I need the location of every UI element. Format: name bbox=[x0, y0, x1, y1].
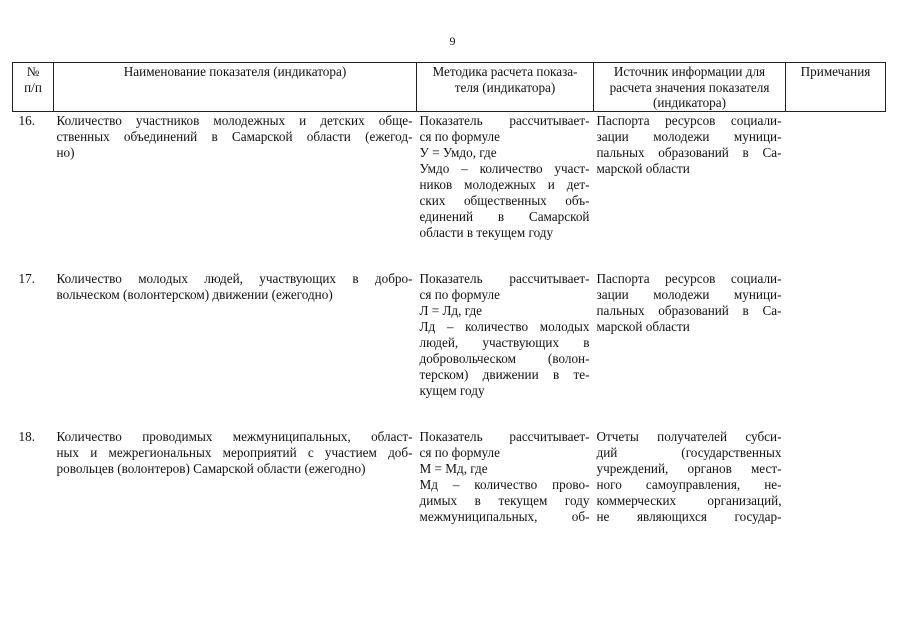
text-line: марской области bbox=[596, 318, 690, 334]
text-line: Умдо – количество участ- bbox=[419, 160, 590, 176]
row-notes bbox=[786, 271, 886, 429]
text-line: кущем году bbox=[419, 382, 485, 398]
row-name bbox=[54, 111, 417, 271]
text-line: учреждений, органов мест- bbox=[596, 460, 782, 476]
header-source bbox=[594, 63, 786, 112]
header-num bbox=[13, 63, 54, 112]
text-line: М = Мд, где bbox=[419, 460, 488, 476]
text-line: Количество участников молодежных и детских обще- bbox=[56, 112, 413, 128]
text-line: марской области bbox=[596, 160, 690, 176]
row-source bbox=[594, 271, 786, 429]
row-name bbox=[54, 271, 417, 429]
text-line: вольческом (волонтерском) движении (ежегодно) bbox=[56, 286, 333, 302]
table-row bbox=[13, 429, 886, 525]
row-number: 16. bbox=[18, 112, 35, 128]
row-number: 18. bbox=[18, 428, 35, 444]
header-name bbox=[54, 63, 417, 112]
table-row bbox=[13, 271, 886, 429]
text-line: коммерческих организаций, bbox=[596, 492, 782, 508]
row-source bbox=[594, 111, 786, 271]
header-method-line: теля (индикатора) bbox=[454, 79, 556, 95]
text-line: добровольческом (волон- bbox=[419, 350, 590, 366]
row-notes bbox=[786, 429, 886, 525]
header-notes bbox=[786, 63, 886, 112]
text-line: зации молодежи муници- bbox=[596, 128, 782, 144]
text-line: не являющихся государ- bbox=[596, 508, 782, 524]
header-source-line: (индикатора) bbox=[652, 95, 726, 110]
text-line: ственных объединений в Самарской области (ежегод- bbox=[56, 128, 413, 144]
row-method bbox=[417, 429, 594, 525]
header-name-text: Наименование показателя (индикатора) bbox=[123, 64, 347, 79]
header-source-line: расчета значения показателя bbox=[609, 79, 770, 95]
text-line: Отчеты получателей субси- bbox=[596, 428, 782, 444]
text-line: ся по формуле bbox=[419, 128, 500, 144]
text-line: дий (государственных bbox=[596, 444, 782, 460]
text-line: но) bbox=[56, 144, 75, 160]
indicators-table bbox=[12, 62, 886, 525]
text-line: области в текущем году bbox=[419, 224, 554, 240]
text-line: Лд – количество молодых bbox=[419, 318, 590, 334]
text-line: ных и межрегиональных мероприятий с участием доб- bbox=[56, 444, 413, 460]
text-line: Показатель рассчитывает- bbox=[419, 270, 590, 286]
row-method bbox=[417, 271, 594, 429]
row-source bbox=[594, 429, 786, 525]
header-num-line: п/п bbox=[24, 79, 42, 95]
text-line: единений в Самарской bbox=[419, 208, 590, 224]
text-line: Л = Лд, где bbox=[419, 302, 483, 318]
text-line: ровольцев (волонтеров) Самарской области (ежегодно) bbox=[56, 460, 366, 476]
text-line: Количество молодых людей, участвующих в добро- bbox=[56, 270, 413, 286]
text-line: Количество проводимых межмуниципальных, област- bbox=[56, 428, 413, 444]
text-line: людей, участвующих в bbox=[419, 334, 590, 350]
text-line: Мд – количество прово- bbox=[419, 476, 590, 492]
page-number: 9 bbox=[449, 34, 456, 48]
header-num-line: № bbox=[26, 64, 40, 79]
row-number: 17. bbox=[18, 270, 35, 286]
text-line: ников молодежных и дет- bbox=[419, 176, 590, 192]
text-line: терском) движении в те- bbox=[419, 366, 590, 382]
row-name bbox=[54, 429, 417, 525]
text-line: ного самоуправления, не- bbox=[596, 476, 782, 492]
row-method bbox=[417, 111, 594, 271]
text-line: Паспорта ресурсов социали- bbox=[596, 270, 782, 286]
row-notes bbox=[786, 111, 886, 271]
text-line: ся по формуле bbox=[419, 444, 500, 460]
text-line: пальных образований в Са- bbox=[596, 144, 782, 160]
header-notes-text: Примечания bbox=[800, 64, 871, 79]
table-row bbox=[13, 111, 886, 271]
text-line: Показатель рассчитывает- bbox=[419, 112, 590, 128]
text-line: Паспорта ресурсов социали- bbox=[596, 112, 782, 128]
text-line: У = Умдо, где bbox=[419, 144, 497, 160]
text-line: пальных образований в Са- bbox=[596, 302, 782, 318]
text-line: зации молодежи муници- bbox=[596, 286, 782, 302]
text-line: димых в текущем году bbox=[419, 492, 590, 508]
header-method bbox=[417, 63, 594, 112]
table-body bbox=[13, 111, 886, 525]
text-line: ся по формуле bbox=[419, 286, 500, 302]
text-line: Показатель рассчитывает- bbox=[419, 428, 590, 444]
table-header bbox=[13, 63, 886, 112]
header-source-line: Источник информации для bbox=[613, 64, 766, 79]
header-row bbox=[13, 63, 886, 112]
text-line: ских общественных объ- bbox=[419, 192, 590, 208]
header-method-line: Методика расчета показа- bbox=[432, 64, 578, 79]
text-line: межмуниципальных, об- bbox=[419, 508, 590, 524]
